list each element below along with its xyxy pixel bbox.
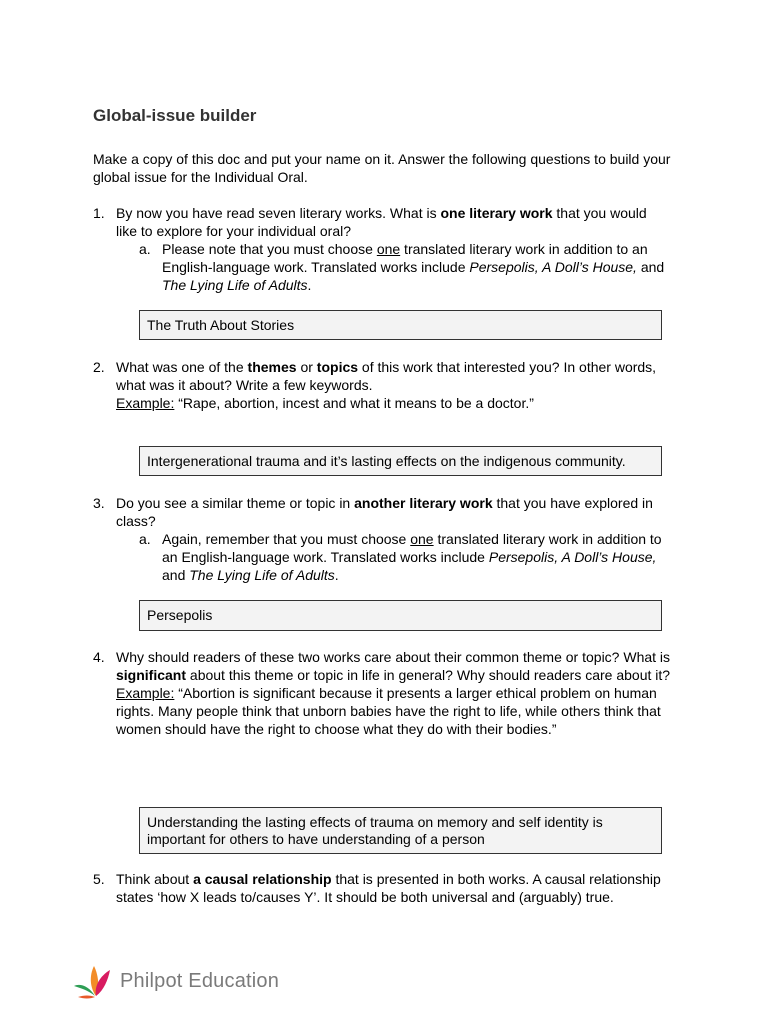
question-number: 5. xyxy=(93,871,105,887)
sub-point: a. Please note that you must choose one translated literary work in addition to an English-language work. Translated works include Persepolis, A Doll’s House, and The Lying Life of Adults. xyxy=(139,241,665,293)
answer-box-4[interactable]: Understanding the lasting effects of trauma on memory and self identity is important for others to have understanding of a person xyxy=(139,807,662,854)
question-text: Why should readers of these two works care about their common theme or topic? What is significant about this theme or topic in life in general? Why should readers care about it? xyxy=(116,649,671,683)
page-title: Global-issue builder xyxy=(93,106,257,125)
question-text: By now you have read seven literary works. What is one literary work that you would like to explore for your individual oral? xyxy=(116,205,647,239)
question-1 xyxy=(93,204,671,294)
question-text: Do you see a similar theme or topic in another literary work that you have explored in class? xyxy=(116,495,653,529)
question-3 xyxy=(93,494,671,584)
sub-point: a. Again, remember that you must choose one translated literary work in addition to an English-language work. Translated works include Persepolis, A Doll’s House, and The Lying Life of Adults. xyxy=(139,531,662,583)
question-number: 3. xyxy=(93,495,105,511)
question-2 xyxy=(93,358,671,412)
question-number: 2. xyxy=(93,359,105,375)
question-5 xyxy=(93,870,671,906)
question-text: What was one of the themes or topics of this work that interested you? In other words, what was it about? Write a few keywords. xyxy=(116,359,657,393)
example-text: Example: “Abortion is significant because it presents a larger ethical problem on human rights. Many people think that unborn babies have the right to life, while others think that women should have the right to choose what they do with their bodies.” xyxy=(116,685,661,737)
answer-box-3[interactable]: Persepolis xyxy=(139,600,662,631)
intro-paragraph: Make a copy of this doc and put your name on it. Answer the following questions to build your global issue for the Individual Oral. xyxy=(93,151,671,185)
example-text: Example: “Rape, abortion, incest and what it means to be a doctor.” xyxy=(116,395,534,411)
philpot-logo-icon xyxy=(72,962,120,1000)
brand-name: Philpot Education xyxy=(120,969,280,992)
question-4 xyxy=(93,648,671,738)
question-text: Think about a causal relationship that is presented in both works. A causal relationship states ‘how X leads to/causes Y’. It should be both universal and (arguably) true. xyxy=(116,871,661,905)
footer-brand xyxy=(72,962,279,1000)
answer-box-1[interactable]: The Truth About Stories xyxy=(139,310,662,340)
question-number: 1. xyxy=(93,205,105,221)
question-number: 4. xyxy=(93,649,105,665)
answer-box-2[interactable]: Intergenerational trauma and it’s lasting effects on the indigenous community. xyxy=(139,446,662,476)
